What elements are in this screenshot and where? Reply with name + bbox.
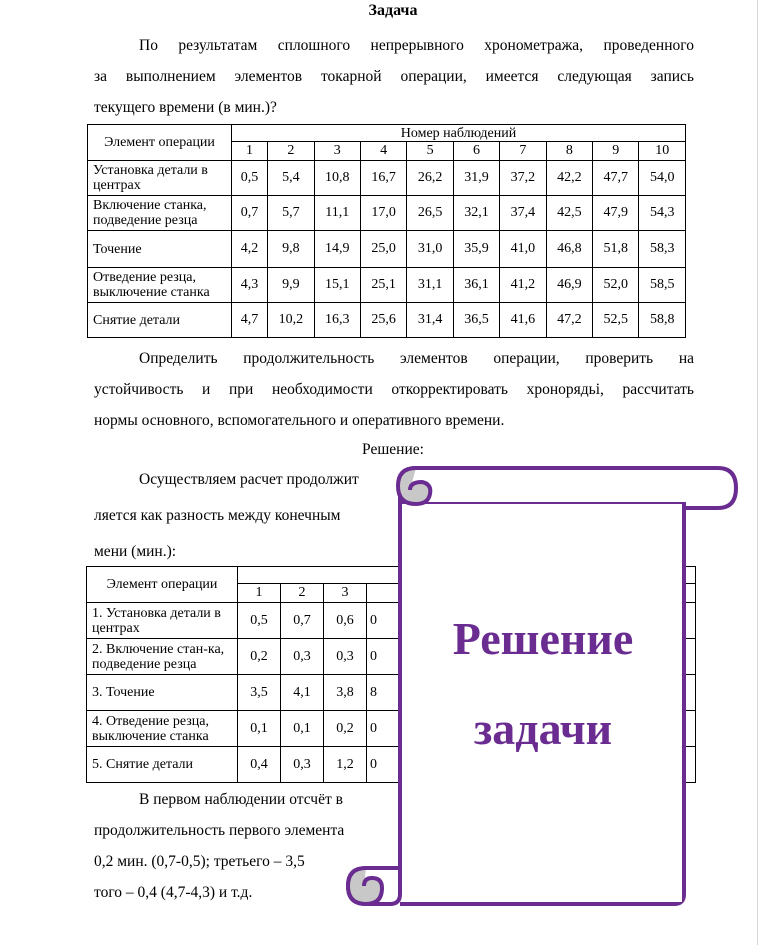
row-label: Включение станка, подведение резца — [88, 196, 232, 231]
solution-line: Осуществляем расчет продолжит — [139, 471, 359, 488]
table-cell: 4,3 — [232, 268, 268, 303]
table-cell: 0 — [367, 603, 696, 639]
table-cell: 42,2 — [546, 161, 592, 196]
column-header: 2 — [268, 142, 314, 161]
bottom-line: В первом наблюдении отсчёт в — [139, 791, 343, 808]
table-cell: 31,0 — [407, 231, 453, 268]
table-cell: 5,7 — [268, 196, 314, 231]
table-cell: 9,8 — [268, 231, 314, 268]
scroll-banner — [338, 464, 740, 909]
table-cell: 0 — [367, 711, 696, 747]
column-header: 3 — [324, 584, 367, 603]
table-cell: 0,5 — [232, 161, 268, 196]
table-cell: 5,4 — [268, 161, 314, 196]
table-cell: 4,2 — [232, 231, 268, 268]
table-cell: 58,5 — [639, 268, 686, 303]
table-cell: 16,3 — [314, 303, 360, 338]
row-label: Отведение резца, выключение станка — [88, 268, 232, 303]
table-cell: 0,3 — [281, 639, 324, 675]
solution-line: мени (мин.): — [94, 543, 177, 560]
column-header: 8 — [546, 142, 592, 161]
table-cell: 36,5 — [453, 303, 499, 338]
table-cell: 47,2 — [546, 303, 592, 338]
table-cell: 47,7 — [593, 161, 639, 196]
table-cell: 41,6 — [500, 303, 546, 338]
table-cell: 16,7 — [360, 161, 406, 196]
table-cell: 10,2 — [268, 303, 314, 338]
row-label: 2. Включение стан-ка, подведение резца — [87, 639, 238, 675]
table-cell: 0,3 — [324, 639, 367, 675]
column-header: 2 — [281, 584, 324, 603]
row-label: 5. Снятие детали — [87, 747, 238, 783]
table-row — [88, 231, 686, 268]
solution-heading: Решение: — [362, 441, 424, 458]
table-cell: 36,1 — [453, 268, 499, 303]
column-header: 10 — [639, 142, 686, 161]
table-cell: 47,9 — [593, 196, 639, 231]
table-cell: 25,1 — [360, 268, 406, 303]
table-cell: 37,2 — [500, 161, 546, 196]
table-cell: 1,2 — [324, 747, 367, 783]
task-line: нормы основного, вспомогательного и оперативного времени. — [94, 412, 505, 429]
table-cell: 58,3 — [639, 231, 686, 268]
problem-line: По результатам сплошного непрерывного хронометража, проведенного — [139, 37, 694, 54]
table-cell: 0,5 — [238, 603, 281, 639]
element-header: Элемент операции — [88, 125, 232, 161]
bottom-line: продолжительность первого элемента — [94, 822, 345, 839]
row-label: Установка детали в центрах — [88, 161, 232, 196]
task-line: устойчивость и при необходимости откорректировать хронорядьі, рассчитать — [94, 381, 694, 398]
observation-header: Номер наблюдений — [232, 125, 686, 142]
scroll-title-line1: Решение — [452, 613, 634, 664]
table-cell: 0,2 — [324, 711, 367, 747]
task-paragraph — [94, 343, 694, 436]
table-cell: 31,4 — [407, 303, 453, 338]
scroll-title-line2: задачи — [473, 703, 613, 754]
table-cell: 46,8 — [546, 231, 592, 268]
column-header: 1 — [238, 584, 281, 603]
table-cell: 0,2 — [238, 639, 281, 675]
column-header: 4 — [360, 142, 406, 161]
row-label: Снятие детали — [88, 303, 232, 338]
table-cell: 41,0 — [500, 231, 546, 268]
table-cell: 0,1 — [281, 711, 324, 747]
column-header: 6 — [453, 142, 499, 161]
problem-paragraph — [94, 30, 694, 123]
table-cell: 46,9 — [546, 268, 592, 303]
table-cell: 52,0 — [593, 268, 639, 303]
column-header: 3 — [314, 142, 360, 161]
solution-line: ляется как разность между конечным — [94, 507, 341, 524]
table-cell: 35,9 — [453, 231, 499, 268]
table-cell: 0 — [367, 639, 696, 675]
table-cell: 15,1 — [314, 268, 360, 303]
element-header: Элемент операции — [87, 567, 238, 603]
task-line: Определить продолжительность элементов операции, проверить на — [139, 350, 694, 367]
table-cell: 0,7 — [281, 603, 324, 639]
bottom-line: того – 0,4 (4,7-4,3) и т.д. — [94, 884, 253, 901]
column-header: 5 — [407, 142, 453, 161]
table-cell: 14,9 — [314, 231, 360, 268]
table-cell: 4,7 — [232, 303, 268, 338]
table-cell: 3,8 — [324, 675, 367, 711]
page-title: Задача — [368, 2, 418, 19]
table-row — [88, 268, 686, 303]
row-label: 4. Отведение резца, выключение станка — [87, 711, 238, 747]
table-cell: 0,1 — [238, 711, 281, 747]
column-header: 9 — [593, 142, 639, 161]
table-row — [88, 303, 686, 338]
table-cell: 41,2 — [500, 268, 546, 303]
table-cell: 52,5 — [593, 303, 639, 338]
table-cell: 37,4 — [500, 196, 546, 231]
table-cell: 26,5 — [407, 196, 453, 231]
table-row — [88, 196, 686, 231]
table-cell: 4,1 — [281, 675, 324, 711]
table-cell: 0,7 — [232, 196, 268, 231]
table-cell: 25,0 — [360, 231, 406, 268]
column-header: 7 — [500, 142, 546, 161]
table-cell: 58,8 — [639, 303, 686, 338]
table-cell: 0,6 — [324, 603, 367, 639]
table-cell: 31,1 — [407, 268, 453, 303]
table-cell: 42,5 — [546, 196, 592, 231]
timing-table — [87, 124, 686, 338]
table-cell: 8 — [367, 675, 696, 711]
table-cell: 0,3 — [281, 747, 324, 783]
row-label: 1. Установка детали в центрах — [87, 603, 238, 639]
column-header: 1 — [232, 142, 268, 161]
row-label: 3. Точение — [87, 675, 238, 711]
table-row — [88, 161, 686, 196]
table-cell: 26,2 — [407, 161, 453, 196]
table-cell: 54,3 — [639, 196, 686, 231]
table-cell: 17,0 — [360, 196, 406, 231]
problem-line: текущего времени (в мин.)? — [94, 99, 277, 116]
scroll-icon — [348, 468, 736, 904]
problem-line: за выполнением элементов токарной операции, имеется следующая запись — [94, 68, 694, 85]
table-cell: 3,5 — [238, 675, 281, 711]
table-cell: 32,1 — [453, 196, 499, 231]
table-cell: 0,4 — [238, 747, 281, 783]
table-cell: 51,8 — [593, 231, 639, 268]
table-cell: 0 — [367, 747, 696, 783]
table-cell: 11,1 — [314, 196, 360, 231]
row-label: Точение — [88, 231, 232, 268]
table-cell: 31,9 — [453, 161, 499, 196]
table-cell: 9,9 — [268, 268, 314, 303]
table-cell: 10,8 — [314, 161, 360, 196]
bottom-line: 0,2 мин. (0,7-0,5); третьего – 3,5 — [94, 853, 305, 870]
table-cell: 54,0 — [639, 161, 686, 196]
table-cell: 25,6 — [360, 303, 406, 338]
